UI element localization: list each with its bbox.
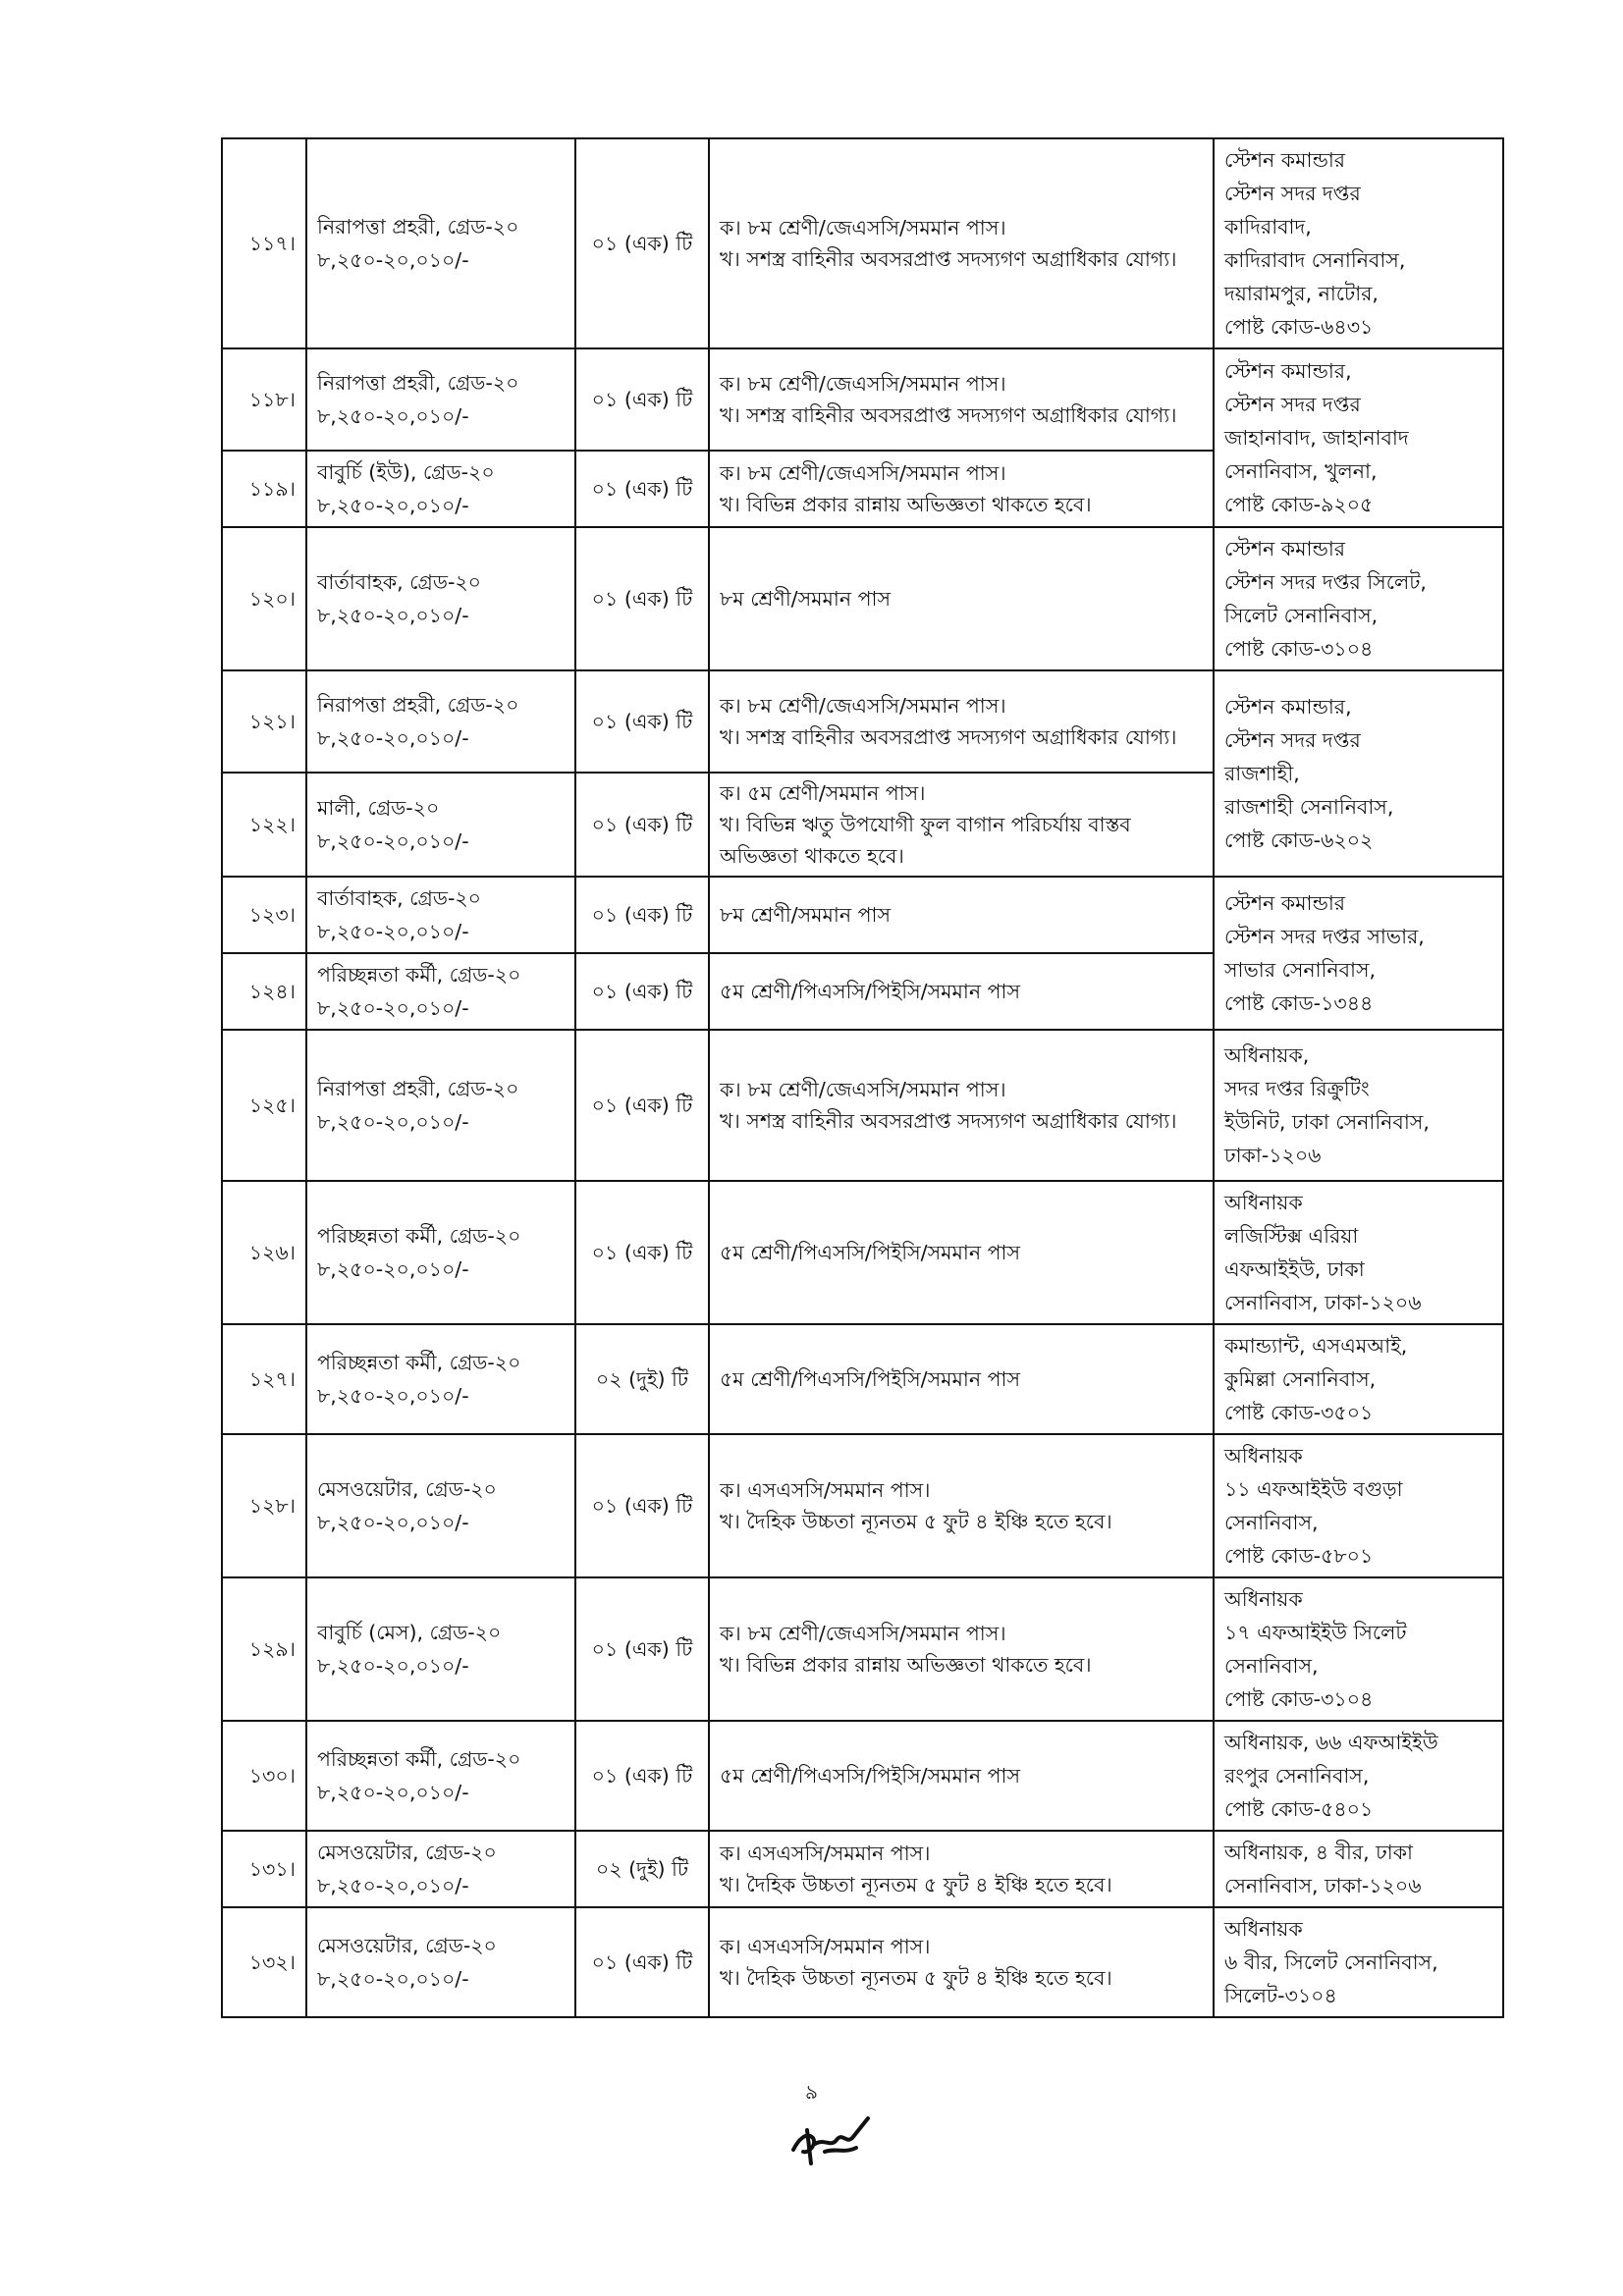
serial-number: ১২৭।: [222, 1324, 306, 1434]
address-line: পোষ্ট কোড-১৩৪৪: [1224, 991, 1374, 1015]
vacancy-count: ০১ (এক) টি: [575, 348, 709, 451]
address-line: স্টেশন কমান্ডার: [1224, 537, 1346, 561]
pay-scale: ৮,২৫০-২০,০১০/-: [317, 1874, 469, 1897]
address-line: পোষ্ট কোড-৯২০৫: [1224, 493, 1374, 516]
qualification-cell: [709, 1577, 1214, 1721]
address-line: ১৭ এফআইইউ সিলেট: [1224, 1621, 1407, 1644]
address-cell: [1214, 138, 1503, 348]
qualification-line: খ। দৈহিক উচ্চতা ন্যূনতম ৫ ফুট ৪ ইঞ্চি হতে হবে।: [720, 1510, 1112, 1533]
address-line: স্টেশন কমান্ডার: [1224, 891, 1346, 915]
post-cell: [306, 1907, 575, 2017]
qualification-line: খ। বিভিন্ন প্রকার রান্নায় অভিজ্ঞতা থাকতে হবে।: [720, 1653, 1092, 1677]
address-cell: [1214, 348, 1503, 527]
pay-scale: ৮,২৫০-২০,০১০/-: [317, 920, 469, 943]
qualification-line: ৫ম শ্রেণী/পিএসসি/পিইসি/সমমান পাস: [720, 1764, 1020, 1788]
qualification-cell: [709, 1181, 1214, 1324]
pay-scale: ৮,২৫০-২০,০১০/-: [317, 1257, 469, 1281]
qualification-cell: [709, 138, 1214, 348]
address-line: দয়ারামপুর, নাটোর,: [1224, 282, 1379, 305]
address-line: পোষ্ট কোড-৫৪০১: [1224, 1797, 1374, 1821]
qualification-line: খ। সশস্ত্র বাহিনীর অবসরপ্রাপ্ত সদস্যগণ অগ্রাধিকার যোগ্য।: [720, 247, 1177, 271]
address-line: পোষ্ট কোড-৩১০৪: [1224, 637, 1374, 661]
post-name: পরিচ্ছন্নতা কর্মী, গ্রেড-২০: [317, 1747, 521, 1771]
post-cell: [306, 1434, 575, 1577]
post-name: পরিচ্ছন্নতা কর্মী, গ্রেড-২০: [317, 963, 521, 987]
address-cell: [1214, 1907, 1503, 2017]
serial-number: ১৩২।: [222, 1907, 306, 2017]
pay-scale: ৮,২৫০-২০,০১০/-: [317, 1110, 469, 1134]
qualification-cell: [709, 670, 1214, 773]
serial-number: ১২৯।: [222, 1577, 306, 1721]
vacancy-count: ০১ (এক) টি: [575, 953, 709, 1030]
post-cell: [306, 773, 575, 877]
signature-mark: [785, 2109, 874, 2173]
address-line: পোষ্ট কোড-৫৮০১: [1224, 1544, 1374, 1568]
pay-scale: ৮,২৫০-২০,০১০/-: [317, 404, 469, 428]
serial-number: ১১৯।: [222, 451, 306, 527]
post-cell: [306, 1721, 575, 1831]
pay-scale: ৮,২৫০-২০,০১০/-: [317, 1967, 469, 1991]
post-name: মালী, গ্রেড-২০: [317, 796, 440, 820]
serial-number: ১১৭।: [222, 138, 306, 348]
pay-scale: ৮,২৫০-২০,০১০/-: [317, 494, 469, 517]
serial-number: ১৩০।: [222, 1721, 306, 1831]
serial-number: ১২৬।: [222, 1181, 306, 1324]
qualification-cell: [709, 1831, 1214, 1907]
pay-scale: ৮,২৫০-২০,০১০/-: [317, 1781, 469, 1804]
page-number: ৯: [805, 2080, 818, 2104]
address-line: অধিনায়ক: [1224, 1917, 1303, 1941]
vacancy-count: ০১ (এক) টি: [575, 1577, 709, 1721]
table-row: [222, 1434, 1503, 1577]
address-line: অধিনায়ক, ৪ বীর, ঢাকা: [1224, 1841, 1413, 1864]
address-line: পোষ্ট কোড-৬২০২: [1224, 828, 1374, 852]
pay-scale: ৮,২৫০-২০,০১০/-: [317, 829, 469, 853]
address-line: অধিনায়ক: [1224, 1444, 1303, 1468]
post-name: মেসওয়েটার, গ্রেড-২০: [317, 1934, 497, 1957]
qualification-line: ক। ৮ম শ্রেণী/জেএসসি/সমমান পাস।: [720, 372, 1006, 396]
table-row: [222, 348, 1503, 451]
qualification-line: ৫ম শ্রেণী/পিএসসি/পিইসি/সমমান পাস: [720, 1241, 1020, 1264]
qualification-line: খ। বিভিন্ন প্রকার রান্নায় অভিজ্ঞতা থাকতে হবে।: [720, 493, 1092, 516]
qualification-line: ক। ৮ম শ্রেণী/জেএসসি/সমমান পাস।: [720, 461, 1006, 485]
table-row: [222, 1577, 1503, 1721]
address-cell: [1214, 1721, 1503, 1831]
address-line: রাজশাহী,: [1224, 762, 1300, 785]
vacancy-count: ০১ (এক) টি: [575, 451, 709, 527]
pay-scale: ৮,২৫০-২০,০১০/-: [317, 1384, 469, 1408]
serial-number: ১২২।: [222, 773, 306, 877]
vacancy-count: ০১ (এক) টি: [575, 1721, 709, 1831]
address-line: এফআইইউ, ঢাকা: [1224, 1257, 1365, 1281]
address-line: পোষ্ট কোড-৩৫০১: [1224, 1401, 1374, 1424]
post-cell: [306, 953, 575, 1030]
qualification-cell: [709, 451, 1214, 527]
table-row: [222, 877, 1503, 953]
address-line: রংপুর সেনানিবাস,: [1224, 1764, 1370, 1788]
qualification-line: খ। দৈহিক উচ্চতা ন্যূনতম ৫ ফুট ৪ ইঞ্চি হতে হবে।: [720, 1873, 1112, 1896]
qualification-line: ক। ৮ম শ্রেণী/জেএসসি/সমমান পাস।: [720, 1078, 1006, 1101]
post-name: মেসওয়েটার, গ্রেড-২০: [317, 1477, 497, 1501]
post-cell: [306, 1181, 575, 1324]
serial-number: ১২৫।: [222, 1030, 306, 1181]
qualification-cell: [709, 1721, 1214, 1831]
address-cell: [1214, 1831, 1503, 1907]
pay-scale: ৮,২৫০-২০,০১০/-: [317, 604, 469, 627]
post-name: বার্তাবাহক, গ্রেড-২০: [317, 886, 481, 910]
qualification-line: ৫ম শ্রেণী/পিএসসি/পিইসি/সমমান পাস: [720, 980, 1020, 1003]
qualification-line: ৮ম শ্রেণী/সমমান পাস: [720, 903, 891, 927]
vacancy-count: ০১ (এক) টি: [575, 1434, 709, 1577]
address-line: পোষ্ট কোড-৬৪৩১: [1224, 315, 1374, 339]
address-line: পোষ্ট কোড-৩১০৪: [1224, 1687, 1374, 1711]
table-row: [222, 1030, 1503, 1181]
address-line: সিলেট সেনানিবাস,: [1224, 604, 1379, 627]
pay-scale: ৮,২৫০-২০,০১০/-: [317, 726, 469, 750]
address-line: সেনানিবাস,: [1224, 1511, 1319, 1534]
address-cell: [1214, 1324, 1503, 1434]
vacancy-count: ০১ (এক) টি: [575, 527, 709, 670]
address-line: স্টেশন সদর দপ্তর সাভার,: [1224, 925, 1425, 948]
address-cell: [1214, 1181, 1503, 1324]
table-row: [222, 1907, 1503, 2017]
qualification-cell: [709, 953, 1214, 1030]
qualification-cell: [709, 1907, 1214, 2017]
address-line: অধিনায়ক,: [1224, 1043, 1310, 1067]
address-line: রাজশাহী সেনানিবাস,: [1224, 795, 1394, 819]
address-line: অধিনায়ক, ৬৬ এফআইইউ: [1224, 1731, 1438, 1754]
qualification-cell: [709, 1030, 1214, 1181]
address-line: ঢাকা-১২০৬: [1224, 1144, 1322, 1167]
post-name: নিরাপত্তা প্রহরী, গ্রেড-২০: [317, 1077, 519, 1100]
address-line: কাদিরাবাদ,: [1224, 215, 1312, 239]
pay-scale: ৮,২৫০-২০,০১০/-: [317, 996, 469, 1020]
qualification-line: ৮ম শ্রেণী/সমমান পাস: [720, 587, 891, 611]
post-name: নিরাপত্তা প্রহরী, গ্রেড-২০: [317, 693, 519, 717]
qualification-cell: [709, 773, 1214, 877]
address-cell: [1214, 527, 1503, 670]
post-name: বার্তাবাহক, গ্রেড-২০: [317, 570, 481, 594]
post-cell: [306, 1577, 575, 1721]
qualification-line: খ। দৈহিক উচ্চতা ন্যূনতম ৫ ফুট ৪ ইঞ্চি হতে হবে।: [720, 1966, 1112, 1990]
post-name: বাবুর্চি (মেস), গ্রেড-২০: [317, 1621, 502, 1644]
serial-number: ১৩১।: [222, 1831, 306, 1907]
post-name: বাবুর্চি (ইউ), গ্রেড-২০: [317, 460, 495, 484]
post-name: নিরাপত্তা প্রহরী, গ্রেড-২০: [317, 371, 519, 395]
vacancy-count: ০১ (এক) টি: [575, 1907, 709, 2017]
address-line: লজিস্টিক্স এরিয়া: [1224, 1224, 1359, 1248]
address-line: সেনানিবাস,: [1224, 1654, 1319, 1678]
vacancy-count: ০১ (এক) টি: [575, 1030, 709, 1181]
address-line: স্টেশন সদর দপ্তর সিলেট,: [1224, 570, 1427, 594]
address-line: স্টেশন কমান্ডার: [1224, 148, 1346, 172]
qualification-line: খ। সশস্ত্র বাহিনীর অবসরপ্রাপ্ত সদস্যগণ অগ্রাধিকার যোগ্য।: [720, 1109, 1177, 1133]
pay-scale: ৮,২৫০-২০,০১০/-: [317, 1511, 469, 1534]
qualification-line: ৫ম শ্রেণী/পিএসসি/পিইসি/সমমান পাস: [720, 1367, 1020, 1391]
qualification-cell: [709, 527, 1214, 670]
address-line: ইউনিট, ঢাকা সেনানিবাস,: [1224, 1110, 1430, 1134]
qualification-line: ক। ৮ম শ্রেণী/জেএসসি/সমমান পাস।: [720, 216, 1006, 240]
address-line: স্টেশন কমান্ডার,: [1224, 695, 1352, 719]
qualification-cell: [709, 348, 1214, 451]
address-cell: [1214, 1577, 1503, 1721]
address-line: সেনানিবাস, ঢাকা-১২০৬: [1224, 1291, 1422, 1314]
serial-number: ১১৮।: [222, 348, 306, 451]
table-row: [222, 138, 1503, 348]
table-row: [222, 670, 1503, 773]
qualification-line: ক। ৮ম শ্রেণী/জেএসসি/সমমান পাস।: [720, 1622, 1006, 1645]
vacancy-count: ০১ (এক) টি: [575, 138, 709, 348]
vacancy-table-body: [222, 138, 1503, 2017]
post-cell: [306, 451, 575, 527]
qualification-cell: [709, 877, 1214, 953]
vacancy-count: ০১ (এক) টি: [575, 773, 709, 877]
qualification-line: ক। এসএসসি/সমমান পাস।: [720, 1935, 931, 1958]
post-cell: [306, 1030, 575, 1181]
serial-number: ১২৮।: [222, 1434, 306, 1577]
vacancy-count: ০১ (এক) টি: [575, 670, 709, 773]
post-name: মেসওয়েটার, গ্রেড-২০: [317, 1841, 497, 1864]
qualification-line: খ। বিভিন্ন ঋতু উপযোগী ফুল বাগান পরিচর্যায় বাস্তব অভিজ্ঞতা থাকতে হবে।: [720, 813, 1131, 868]
address-line: কমান্ড্যান্ট, এসএমআই,: [1224, 1334, 1408, 1358]
post-name: পরিচ্ছন্নতা কর্মী, গ্রেড-২০: [317, 1351, 521, 1374]
post-cell: [306, 1831, 575, 1907]
post-cell: [306, 348, 575, 451]
serial-number: ১২০।: [222, 527, 306, 670]
address-line: স্টেশন সদর দপ্তর: [1224, 728, 1361, 752]
serial-number: ১২৩।: [222, 877, 306, 953]
post-name: নিরাপত্তা প্রহরী, গ্রেড-২০: [317, 215, 519, 239]
qualification-line: ক। ৮ম শ্রেণী/জেএসসি/সমমান পাস।: [720, 694, 1006, 718]
qualification-line: ক। এসএসসি/সমমান পাস।: [720, 1478, 931, 1502]
address-cell: [1214, 1030, 1503, 1181]
address-line: সদর দপ্তর রিক্রুটিং: [1224, 1077, 1370, 1100]
post-cell: [306, 527, 575, 670]
table-row: [222, 527, 1503, 670]
address-line: অধিনায়ক: [1224, 1191, 1303, 1214]
table-row: [222, 1831, 1503, 1907]
address-cell: [1214, 877, 1503, 1030]
qualification-cell: [709, 1434, 1214, 1577]
address-line: অধিনায়ক: [1224, 1587, 1303, 1611]
address-cell: [1214, 1434, 1503, 1577]
table-row: [222, 1324, 1503, 1434]
qualification-line: ক। ৫ম শ্রেণী/সমমান পাস।: [720, 781, 926, 805]
vacancy-count: ০২ (দুই) টি: [575, 1324, 709, 1434]
serial-number: ১২৪।: [222, 953, 306, 1030]
post-name: পরিচ্ছন্নতা কর্মী, গ্রেড-২০: [317, 1224, 521, 1248]
address-line: জাহানাবাদ, জাহানাবাদ: [1224, 426, 1409, 450]
qualification-line: খ। সশস্ত্র বাহিনীর অবসরপ্রাপ্ত সদস্যগণ অগ্রাধিকার যোগ্য।: [720, 725, 1177, 749]
qualification-line: ক। এসএসসি/সমমান পাস।: [720, 1842, 931, 1865]
table-row: [222, 1181, 1503, 1324]
post-cell: [306, 670, 575, 773]
address-line: কুমিল্লা সেনানিবাস,: [1224, 1367, 1377, 1391]
qualification-cell: [709, 1324, 1214, 1434]
serial-number: ১২১।: [222, 670, 306, 773]
address-line: স্টেশন সদর দপ্তর: [1224, 393, 1361, 416]
vacancy-count: ০১ (এক) টি: [575, 877, 709, 953]
post-cell: [306, 138, 575, 348]
address-cell: [1214, 670, 1503, 877]
address-line: সেনানিবাস, ঢাকা-১২০৬: [1224, 1874, 1422, 1897]
post-cell: [306, 1324, 575, 1434]
vacancy-table: [221, 137, 1504, 2018]
address-line: সেনানিবাস, খুলনা,: [1224, 459, 1378, 483]
vacancy-count: ০২ (দুই) টি: [575, 1831, 709, 1907]
address-line: ১১ এফআইইউ বগুড়া: [1224, 1477, 1403, 1501]
address-line: স্টেশন সদর দপ্তর: [1224, 182, 1361, 205]
address-line: সিলেট-৩১০৪: [1224, 1984, 1337, 2007]
vacancy-count: ০১ (এক) টি: [575, 1181, 709, 1324]
table-row: [222, 1721, 1503, 1831]
address-line: ৬ বীর, সিলেট সেনানিবাস,: [1224, 1950, 1438, 1974]
address-line: কাদিরাবাদ সেনানিবাস,: [1224, 248, 1406, 272]
pay-scale: ৮,২৫০-২০,০১০/-: [317, 1654, 469, 1678]
post-cell: [306, 877, 575, 953]
address-line: সাভার সেনানিবাস,: [1224, 958, 1377, 982]
qualification-line: খ। সশস্ত্র বাহিনীর অবসরপ্রাপ্ত সদস্যগণ অগ্রাধিকার যোগ্য।: [720, 403, 1177, 427]
address-line: স্টেশন কমান্ডার,: [1224, 359, 1352, 383]
pay-scale: ৮,২৫০-২০,০১০/-: [317, 248, 469, 272]
